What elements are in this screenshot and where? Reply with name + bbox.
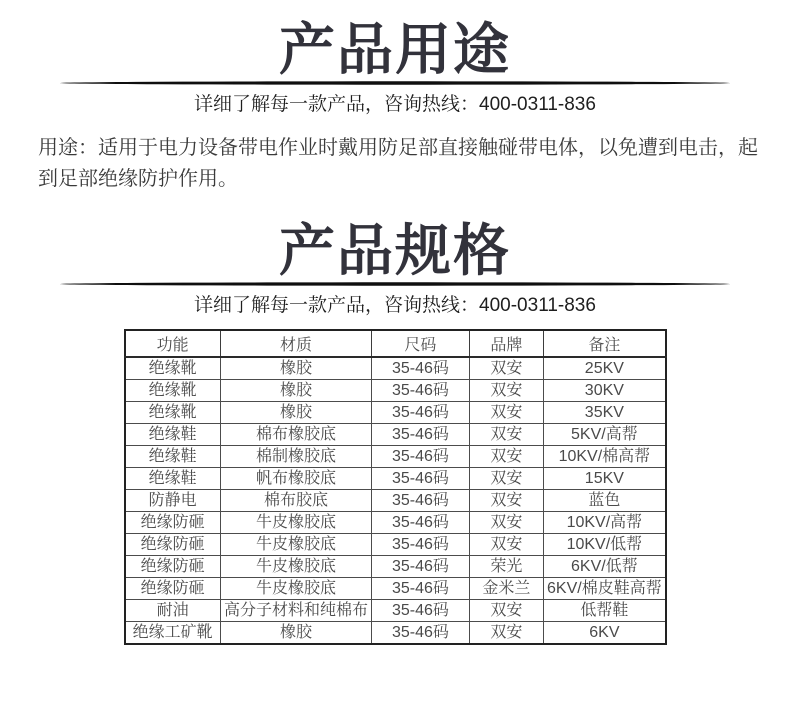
table-row [125, 600, 666, 622]
table-cell: 橡胶 [220, 622, 371, 645]
table-cell: 5KV/高帮 [544, 424, 666, 446]
table-cell: 棉制橡胶底 [220, 446, 371, 468]
column-header: 尺码 [372, 330, 469, 357]
table-cell: 蓝色 [544, 490, 666, 512]
table-cell: 牛皮橡胶底 [220, 578, 371, 600]
table-cell: 绝缘鞋 [125, 424, 221, 446]
table-cell: 35-46码 [372, 424, 469, 446]
table-cell: 绝缘防砸 [125, 512, 221, 534]
table-cell: 35-46码 [372, 490, 469, 512]
table-row [125, 512, 666, 534]
table-cell: 绝缘工矿靴 [125, 622, 221, 645]
spec-table [124, 329, 667, 645]
table-cell: 绝缘防砸 [125, 578, 221, 600]
table-row [125, 446, 666, 468]
table-row [125, 357, 666, 380]
spec-table-header-row [125, 330, 666, 357]
table-cell: 棉布橡胶底 [220, 424, 371, 446]
product-description-page [0, 18, 790, 645]
usage-hotline-text: 详细了解每一款产品，咨询热线：400-0311-836 [194, 94, 596, 115]
spec-table-body [125, 357, 666, 644]
column-header: 材质 [220, 330, 371, 357]
table-row [125, 468, 666, 490]
table-cell: 绝缘鞋 [125, 446, 221, 468]
table-cell: 15KV [544, 468, 666, 490]
table-cell: 6KV [544, 622, 666, 645]
table-cell: 6KV/棉皮鞋高帮 [544, 578, 666, 600]
table-cell: 35-46码 [372, 534, 469, 556]
table-row [125, 424, 666, 446]
table-row [125, 380, 666, 402]
table-cell: 橡胶 [220, 357, 371, 380]
column-header: 功能 [125, 330, 221, 357]
table-cell: 10KV/棉高帮 [544, 446, 666, 468]
table-row [125, 490, 666, 512]
table-cell: 棉布胶底 [220, 490, 371, 512]
table-cell: 双安 [469, 512, 544, 534]
table-cell: 35-46码 [372, 446, 469, 468]
table-cell: 双安 [469, 600, 544, 622]
section-specs [0, 219, 790, 645]
table-cell: 10KV/高帮 [544, 512, 666, 534]
table-cell: 双安 [469, 468, 544, 490]
table-cell: 35KV [544, 402, 666, 424]
table-row [125, 534, 666, 556]
table-cell: 橡胶 [220, 402, 371, 424]
table-cell: 35-46码 [372, 556, 469, 578]
table-cell: 绝缘靴 [125, 402, 221, 424]
table-cell: 高分子材料和纯棉布 [220, 600, 371, 622]
table-cell: 6KV/低帮 [544, 556, 666, 578]
table-row [125, 556, 666, 578]
table-cell: 10KV/低帮 [544, 534, 666, 556]
table-cell: 荣光 [469, 556, 544, 578]
table-row [125, 578, 666, 600]
table-cell: 35-46码 [372, 380, 469, 402]
table-cell: 35-46码 [372, 600, 469, 622]
table-cell: 双安 [469, 446, 544, 468]
table-row [125, 622, 666, 645]
usage-description: 用途：适用于电力设备带电作业时戴用防足部直接触碰带电体，以免遭到电击，起到足部绝缘防护作用。 [38, 137, 758, 190]
specs-hotline-text: 详细了解每一款产品，咨询热线：400-0311-836 [194, 295, 596, 316]
table-cell: 双安 [469, 402, 544, 424]
table-cell: 双安 [469, 534, 544, 556]
table-cell: 绝缘防砸 [125, 556, 221, 578]
table-cell: 绝缘靴 [125, 357, 221, 380]
section-usage [0, 18, 790, 195]
column-header: 备注 [544, 330, 666, 357]
table-cell: 牛皮橡胶底 [220, 534, 371, 556]
table-cell: 35-46码 [372, 468, 469, 490]
table-cell: 绝缘防砸 [125, 534, 221, 556]
table-cell: 35-46码 [372, 622, 469, 645]
table-cell: 低帮鞋 [544, 600, 666, 622]
table-row [125, 402, 666, 424]
specs-section-title: 产品规格 [279, 219, 511, 282]
table-cell: 双安 [469, 622, 544, 645]
table-cell: 35-46码 [372, 578, 469, 600]
table-cell: 双安 [469, 357, 544, 380]
usage-section-title: 产品用途 [279, 18, 511, 81]
table-cell: 绝缘鞋 [125, 468, 221, 490]
table-cell: 双安 [469, 380, 544, 402]
table-cell: 橡胶 [220, 380, 371, 402]
table-cell: 25KV [544, 357, 666, 380]
table-cell: 防静电 [125, 490, 221, 512]
table-cell: 牛皮橡胶底 [220, 512, 371, 534]
table-cell: 耐油 [125, 600, 221, 622]
table-cell: 双安 [469, 424, 544, 446]
table-cell: 35-46码 [372, 357, 469, 380]
table-cell: 35-46码 [372, 512, 469, 534]
table-cell: 30KV [544, 380, 666, 402]
table-cell: 帆布橡胶底 [220, 468, 371, 490]
table-cell: 双安 [469, 490, 544, 512]
table-cell: 金米兰 [469, 578, 544, 600]
table-cell: 绝缘靴 [125, 380, 221, 402]
column-header: 品牌 [469, 330, 544, 357]
table-cell: 35-46码 [372, 402, 469, 424]
table-cell: 牛皮橡胶底 [220, 556, 371, 578]
